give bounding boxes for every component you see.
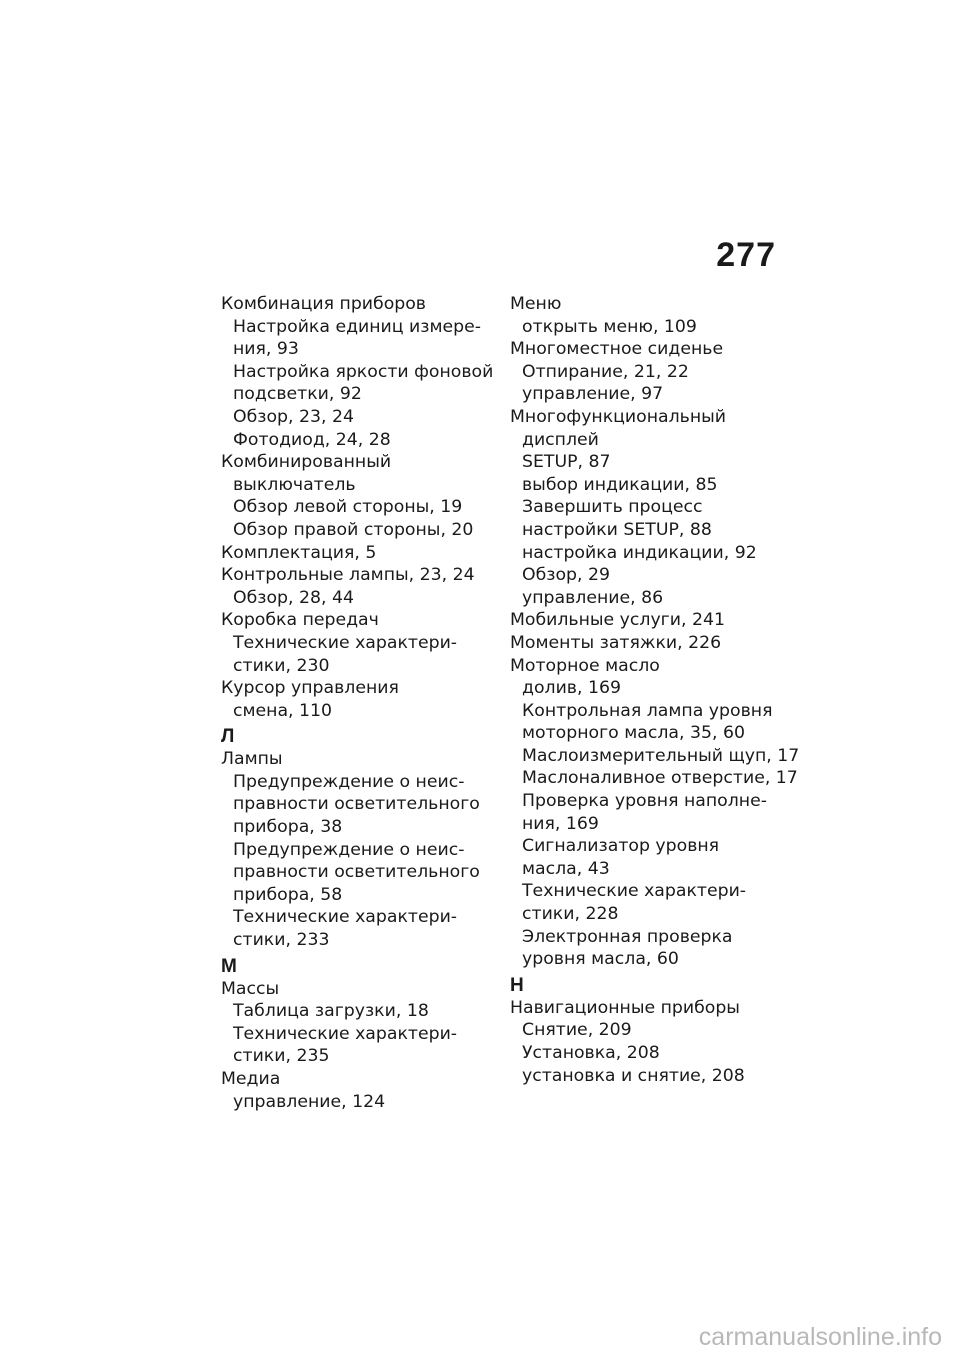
index-subentry: Обзор левой стороны, 19 [233, 497, 463, 518]
index-subentry: стики, 233 [233, 930, 330, 951]
index-entry: Массы [221, 978, 280, 999]
index-entry: Меню [510, 294, 562, 314]
index-subentry: Обзор правой стороны, 20 [233, 519, 474, 540]
index-subentry: открыть меню, 109 [522, 316, 697, 337]
section-letter: Л [221, 726, 235, 748]
index-subentry: Настройка единиц измере- [233, 316, 481, 337]
index-subentry: правности осветительного [233, 862, 480, 883]
index-subentry: Обзор, 29 [522, 565, 610, 586]
index-entry: Моменты затяжки, 226 [510, 632, 722, 653]
index-subentry: Проверка уровня наполне- [522, 791, 767, 812]
index-subentry: Электронная проверка [522, 926, 733, 947]
index-subentry: прибора, 38 [233, 817, 343, 838]
index-subentry: настройки SETUP, 88 [522, 519, 712, 540]
index-subentry: ния, 93 [233, 339, 299, 360]
index-subentry: Фотодиод, 24, 28 [233, 429, 391, 450]
index-entry: Лампы [221, 749, 283, 770]
index-entry: Коробка передач [221, 610, 379, 631]
watermark: carmanualsonline.info [698, 1323, 942, 1351]
index-subentry: Предупреждение о неис- [233, 839, 465, 860]
index-entry: Многоместное сиденье [510, 339, 724, 360]
index-subentry: выбор индикации, 85 [522, 474, 718, 495]
index-subentry: моторного масла, 35, 60 [522, 723, 745, 744]
index-subentry: стики, 228 [522, 904, 619, 925]
index-subentry: смена, 110 [233, 700, 333, 721]
index-entry: Мобильные услуги, 241 [510, 610, 725, 631]
index-subentry: управление, 124 [233, 1091, 386, 1112]
index-subentry: подсветки, 92 [233, 384, 362, 405]
index-column-right [510, 293, 800, 1087]
index-subentry: Отпирание, 21, 22 [522, 361, 689, 382]
index-subentry: ния, 169 [522, 813, 599, 834]
index-entry: Многофункциональный [510, 406, 727, 427]
index-entry: Навигационные приборы [510, 997, 740, 1018]
index-subentry: Настройка яркости фоновой [233, 361, 494, 382]
index-subentry: Установка, 208 [522, 1043, 660, 1063]
section-letter: Н [510, 974, 524, 996]
index-subentry: Предупреждение о неис- [233, 771, 465, 792]
index-entry: Контрольные лампы, 23, 24 [221, 565, 475, 586]
index-subentry: масла, 43 [522, 858, 610, 879]
index-subentry: управление, 97 [522, 384, 664, 405]
index-subentry: Технические характери- [233, 907, 458, 928]
index-subentry: Технические характери- [522, 881, 747, 902]
index-subentry: Обзор, 23, 24 [233, 406, 354, 427]
index-entry: Моторное масло [510, 655, 660, 676]
index-entry: Медиа [221, 1069, 281, 1089]
index-entry: Комбинированный [221, 452, 392, 473]
index-subentry: уровня масла, 60 [522, 949, 679, 970]
index-column-left [221, 293, 496, 1113]
section-letter: М [221, 955, 237, 977]
index-subentry: Завершить процесс [522, 497, 703, 518]
index-subentry: Обзор, 28, 44 [233, 587, 354, 608]
index-entry: Курсор управления [221, 678, 399, 699]
index-subentry: настройка индикации, 92 [522, 542, 757, 563]
page-number: 277 [716, 236, 776, 274]
index-subentry: Снятие, 209 [522, 1020, 632, 1041]
index-subentry: Маслоналивное отверстие, 17 [522, 768, 798, 789]
index-subentry: правности осветительного [233, 794, 480, 815]
index-subentry: управление, 86 [522, 587, 664, 608]
index-subentry: Технические характери- [233, 632, 458, 653]
index-entry: Комбинация приборов [221, 294, 426, 314]
index-subentry: стики, 230 [233, 655, 330, 676]
index-subentry: прибора, 58 [233, 884, 343, 905]
index-subentry: долив, 169 [522, 678, 621, 699]
index-subentry: стики, 235 [233, 1046, 330, 1067]
index-subentry: дисплей [522, 429, 599, 450]
index-subentry: Технические характери- [233, 1023, 458, 1044]
index-subentry: Контрольная лампа уровня [522, 700, 773, 721]
index-subentry: Сигнализатор уровня [522, 836, 720, 857]
index-subentry: Таблица загрузки, 18 [233, 1001, 429, 1022]
index-subentry: установка и снятие, 208 [522, 1065, 745, 1086]
index-subentry: SETUP, 87 [522, 452, 611, 473]
index-subentry: выключатель [233, 474, 356, 495]
index-entry: Комплектация, 5 [221, 542, 377, 563]
index-subentry: Маслоизмерительный щуп, 17 [522, 745, 800, 766]
